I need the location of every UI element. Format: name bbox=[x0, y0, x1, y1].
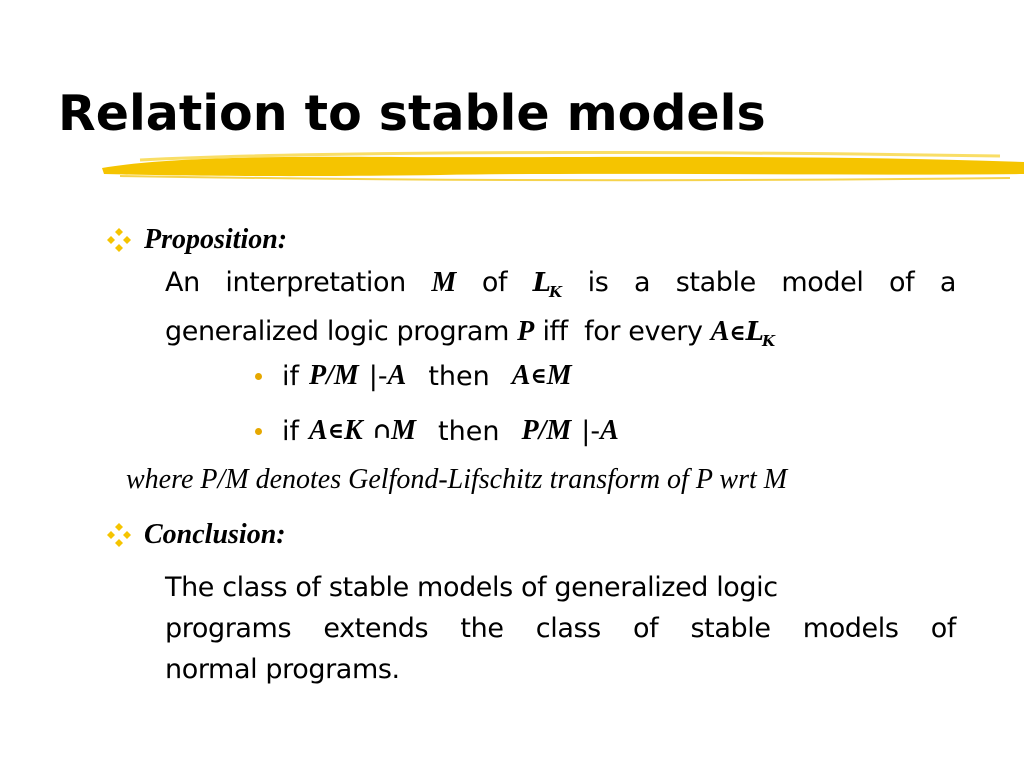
conclusion-line: programs extends the class of stable models of bbox=[165, 613, 956, 644]
diamond-bullet-icon bbox=[106, 522, 132, 548]
where-note: where P/M denotes Gelfond-Lifschitz transform of P wrt M bbox=[126, 464, 788, 495]
conclusion-body bbox=[165, 567, 956, 690]
brushstroke-band bbox=[102, 157, 1024, 176]
proposition-body bbox=[165, 263, 956, 361]
proposition-line-2: generalized logic program P iff for every $A\in L_K$ bbox=[165, 316, 776, 350]
diamond-bullet-icon bbox=[106, 227, 132, 253]
conclusion-line: The class of stable models of generalized logic bbox=[165, 572, 778, 603]
dot-bullet-icon bbox=[255, 428, 262, 435]
title-underline-brushstroke bbox=[100, 148, 1024, 188]
proposition-line-1: An interpretation M of $L_K$ is a stable model of a bbox=[165, 267, 956, 301]
proposition-heading bbox=[106, 222, 287, 258]
conclusion-label: Conclusion: bbox=[144, 519, 286, 550]
slide-title: Relation to stable models bbox=[58, 85, 766, 142]
condition-item-2: if A ∈ K ∩ M then P/M |- A bbox=[255, 411, 619, 451]
dot-bullet-icon bbox=[255, 373, 262, 380]
brushstroke-streak-bottom bbox=[120, 176, 1010, 180]
condition-item-1: if P/M |- A then A ∈ M bbox=[255, 356, 572, 396]
conclusion-line: normal programs. bbox=[165, 654, 400, 685]
conclusion-heading bbox=[106, 517, 286, 553]
proposition-label: Proposition: bbox=[144, 224, 288, 255]
